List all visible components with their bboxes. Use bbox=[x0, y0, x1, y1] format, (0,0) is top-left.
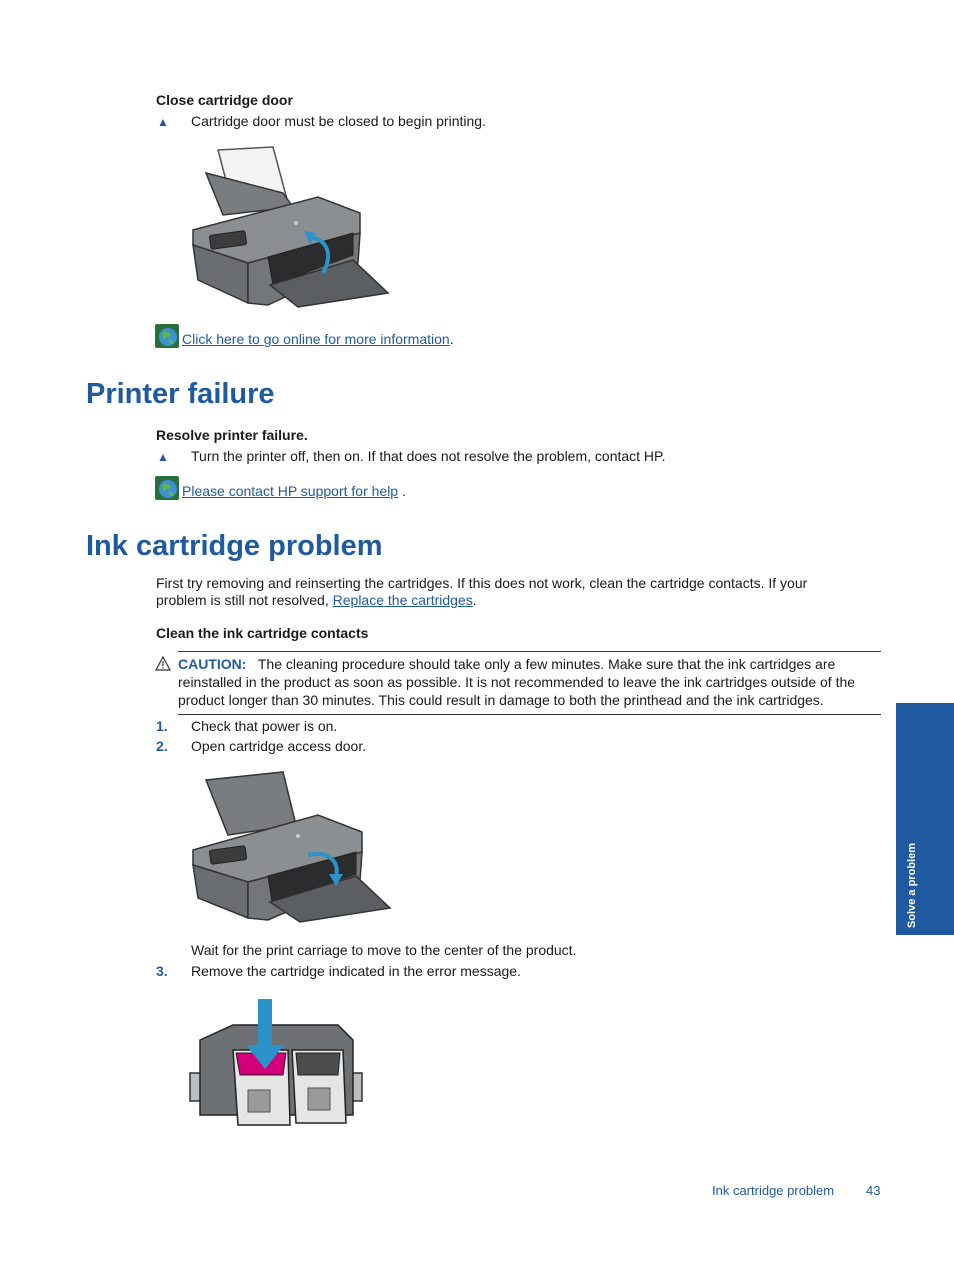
triangle-bullet-icon: ▲ bbox=[157, 450, 169, 464]
cartridge-removal-image bbox=[188, 995, 364, 1137]
step-number: 3. bbox=[156, 963, 168, 979]
caution-triangle-icon bbox=[155, 656, 171, 671]
step-number: 1. bbox=[156, 718, 168, 734]
step-number: 2. bbox=[156, 738, 168, 754]
clean-contacts-heading: Clean the ink cartridge contacts bbox=[156, 625, 369, 641]
intro-line-2: problem is still not resolved, bbox=[156, 592, 329, 608]
section-heading: Close cartridge door bbox=[156, 92, 293, 108]
caution-line-2: reinstalled in the product as soon as possible. It is not recommended to leave the ink cartridges outside of the bbox=[178, 674, 856, 690]
ink-cartridge-title: Ink cartridge problem bbox=[86, 530, 383, 562]
globe-icon bbox=[155, 324, 179, 348]
online-info-link[interactable]: Click here to go online for more information bbox=[182, 331, 450, 347]
printer-closed-door-image bbox=[188, 145, 390, 311]
hp-support-link[interactable]: Please contact HP support for help bbox=[182, 483, 399, 499]
bullet-text: Cartridge door must be closed to begin printing. bbox=[191, 113, 486, 129]
printer-failure-heading: Resolve printer failure. bbox=[156, 427, 308, 443]
triangle-bullet-icon: ▲ bbox=[157, 115, 169, 129]
step-text: Open cartridge access door. bbox=[191, 738, 367, 754]
link-suffix: . bbox=[401, 483, 406, 499]
intro-line-1: First try removing and reinserting the cartridges. If this does not work, clean the cartridge contacts. If your bbox=[156, 575, 808, 591]
step-text: Check that power is on. bbox=[191, 718, 338, 734]
side-tab-label: Solve a problem bbox=[906, 843, 918, 928]
caution-bottom-rule bbox=[178, 714, 881, 715]
step-text: Remove the cartridge indicated in the error message. bbox=[191, 963, 521, 979]
side-tab bbox=[896, 703, 954, 935]
footer-section: Ink cartridge problem bbox=[712, 1183, 835, 1198]
intro-paragraph bbox=[156, 575, 856, 609]
wait-text: Wait for the print carriage to move to the center of the product. bbox=[191, 942, 577, 958]
printer-failure-title: Printer failure bbox=[86, 378, 275, 410]
caution-label: CAUTION: bbox=[178, 656, 247, 672]
printer-failure-bullet: Turn the printer off, then on. If that does not resolve the problem, contact HP. bbox=[191, 448, 666, 464]
intro-suffix: . bbox=[472, 592, 477, 608]
printer-open-door-image bbox=[188, 770, 392, 926]
link-suffix: . bbox=[449, 331, 454, 347]
page-number: 43 bbox=[866, 1183, 881, 1198]
replace-cartridges-link[interactable]: Replace the cartridges bbox=[332, 592, 473, 608]
caution-line-1: The cleaning procedure should take only a few minutes. Make sure that the ink cartridges are bbox=[257, 656, 836, 672]
caution-top-rule bbox=[178, 651, 881, 652]
globe-icon bbox=[155, 476, 179, 500]
caution-box bbox=[178, 655, 883, 709]
caution-line-3: product longer than 30 minutes. This could result in damage to both the printhead and the ink cartridges. bbox=[178, 692, 824, 708]
